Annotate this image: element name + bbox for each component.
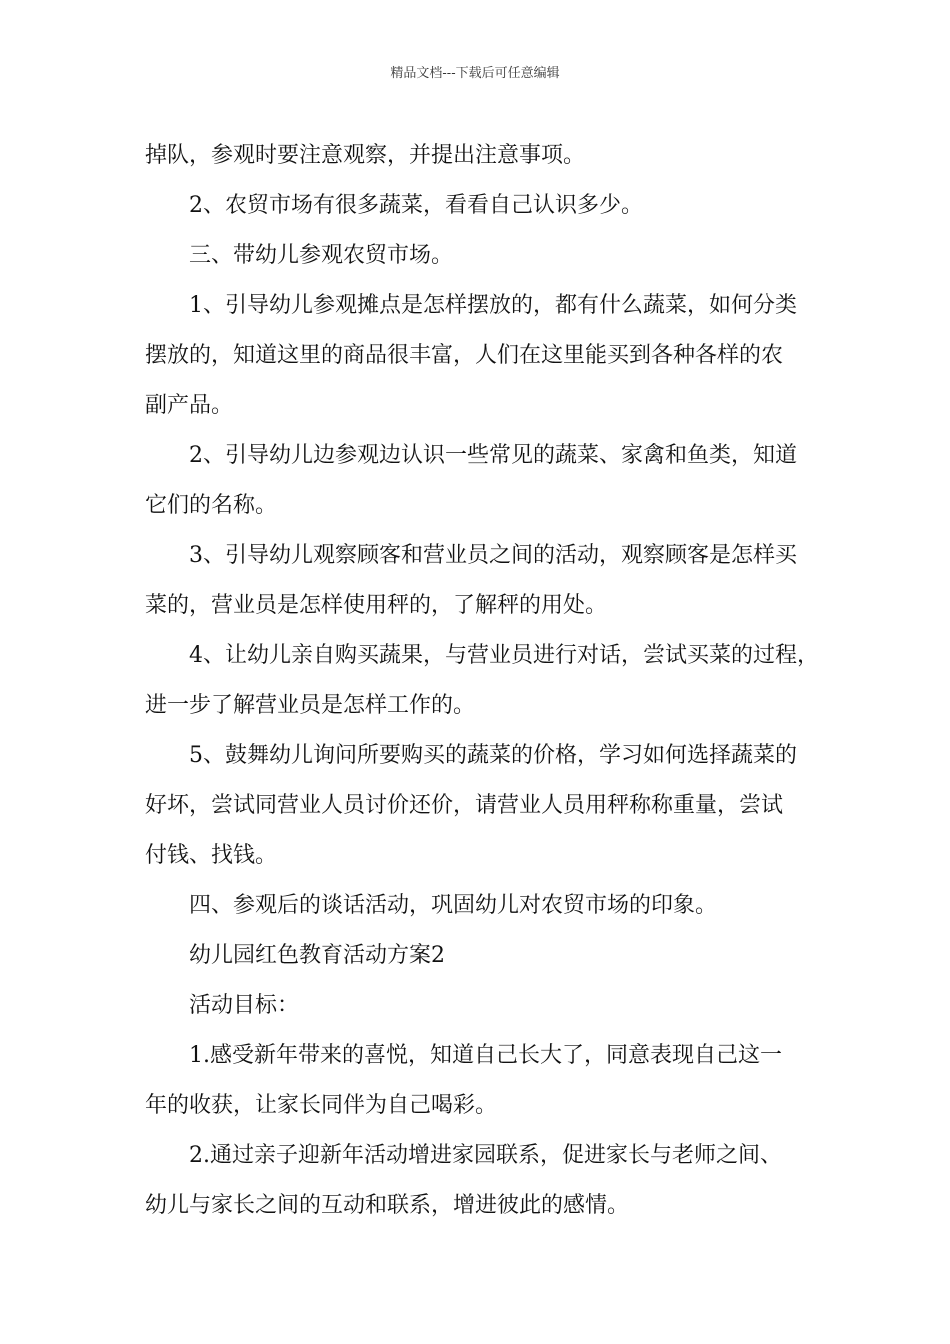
text-line: 2、农贸市场有很多蔬菜，看看自己认识多少。 [189,193,643,218]
text-line: 3、引导幼儿观察顾客和营业员之间的活动，观察顾客是怎样买 [189,543,797,568]
text-line: 好坏，尝试同营业人员讨价还价，请营业人员用秤称称重量，尝试 [145,793,784,818]
text-line: 菜的，营业员是怎样使用秤的，了解秤的用处。 [145,593,608,618]
text-line: 付钱、找钱。 [145,843,278,868]
document-body [145,131,825,1231]
text-line: 1.感受新年带来的喜悦，知道自己长大了，同意表现自己这一 [189,1043,782,1068]
text-line: 年的收获，让家长同伴为自己喝彩。 [145,1093,498,1118]
section-heading: 四、参观后的谈话活动，巩固幼儿对农贸市场的印象。 [189,893,718,918]
text-line: 它们的名称。 [145,493,278,518]
page-header: 精品文档---下载后可任意编辑 [390,66,560,81]
text-line: 1、引导幼儿参观摊点是怎样摆放的，都有什么蔬菜，如何分类 [189,293,797,318]
subsection-heading: 活动目标： [189,993,300,1018]
text-line: 4、让幼儿亲自购买蔬果，与营业员进行对话，尝试买菜的过程， [189,643,819,668]
document-title: 幼儿园红色教育活动方案2 [189,943,445,968]
text-line: 2.通过亲子迎新年活动增进家园联系，促进家长与老师之间、 [189,1143,782,1168]
text-line: 2、引导幼儿边参观边认识一些常见的蔬菜、家禽和鱼类，知道 [189,443,797,468]
text-line: 进一步了解营业员是怎样工作的。 [145,693,476,718]
text-line: 5、鼓舞幼儿询问所要购买的蔬菜的价格，学习如何选择蔬菜的 [189,743,797,768]
text-line: 幼儿与家长之间的互动和联系，增进彼此的感情。 [145,1193,630,1218]
section-heading: 三、带幼儿参观农贸市场。 [189,243,454,268]
text-line: 掉队，参观时要注意观察，并提出注意事项。 [145,143,586,168]
text-line: 摆放的，知道这里的商品很丰富，人们在这里能买到各种各样的农 [145,343,784,368]
text-line: 副产品。 [145,393,234,418]
